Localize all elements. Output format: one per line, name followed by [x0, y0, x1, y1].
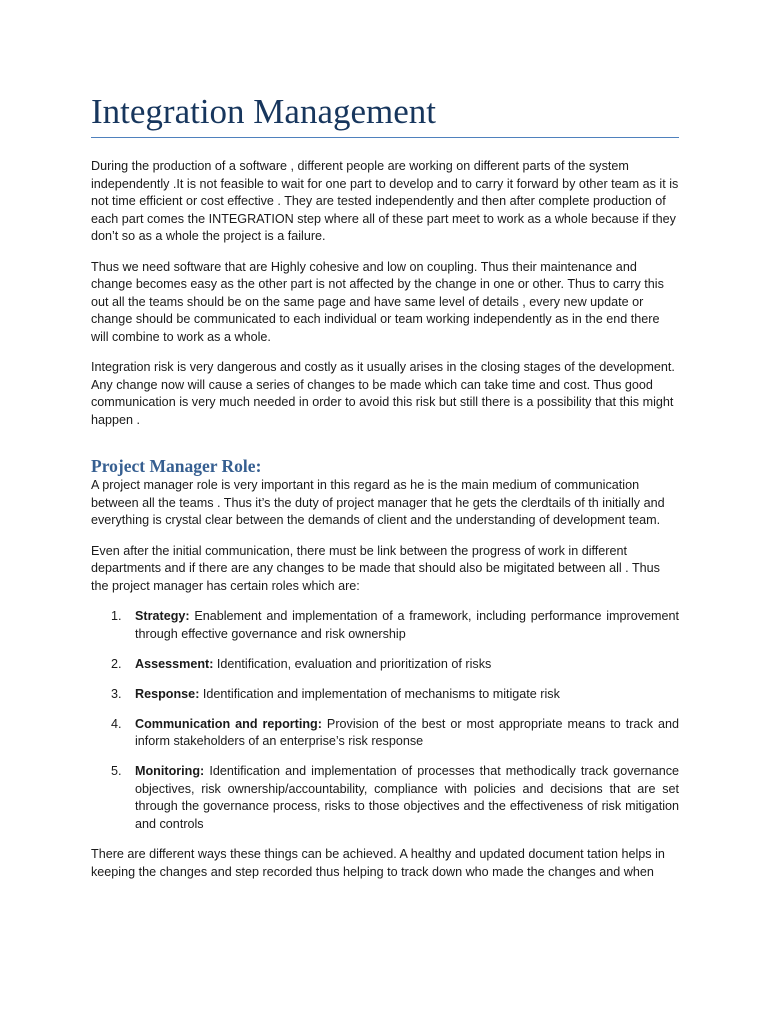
list-item: [91, 656, 679, 674]
paragraph-intro: During the production of a software , different people are working on different parts of the system independently .It is not feasible to wait for one part to develop and to carry it forward by other team as it is not time efficient or cost effective . They are tested independently and then after complete production of each part comes the INTEGRATION step where all of these part meet to work as a whole because if they don’t so as a whole the project is a failure.: [91, 159, 679, 243]
section-heading-project-manager-role: Project Manager Role:: [91, 456, 262, 476]
list-item-label: Strategy:: [135, 609, 190, 623]
list-item: [91, 716, 679, 751]
list-item-number: 1.: [111, 609, 122, 623]
list-item-label: Response:: [135, 686, 200, 701]
title-divider: [91, 137, 679, 138]
paragraph-cohesion: Thus we need software that are Highly cohesive and low on coupling. Thus their maintenance and change becomes easy as the other part is not affected by the change in one or other. Thus to carry this out all the teams should be on the same page and have same level of details , every new update or change should be communicated to each individual or team working independently as in the end there will combine to work as a whole.: [91, 259, 664, 344]
list-item-number: 4.: [111, 716, 122, 731]
list-item-label: Monitoring:: [135, 764, 205, 778]
page-title: Integration Management: [91, 92, 437, 131]
list-item-label: Assessment:: [135, 656, 214, 671]
paragraph-pm-communication: Even after the initial communication, there must be link between the progress of work in different departments and if there are any changes to be made that should also be migitated between all . Thus the project manager has certain roles which are:: [91, 543, 660, 593]
list-item-text: Identification and implementation of processes that methodically track governance objectives, risk ownership/accountability, compliance with policies and decisions that are set through the governance process, risks to those objectives and the effectiveness of risk mitigation and controls: [135, 764, 679, 831]
paragraph-pm-role: A project manager role is very important in this regard as he is the main medium of communication between all the teams . Thus it’s the duty of project manager that he gets the clerdtails of th initially and everything is crystal clear between the demands of client and the understanding of development team.: [91, 478, 665, 527]
list-item: [91, 763, 679, 833]
list-item-number: 3.: [111, 686, 122, 701]
list-item: [91, 608, 679, 643]
paragraph-documentation: There are different ways these things can be achieved. A healthy and updated document tation helps in keeping the changes and step recorded thus helping to track down who made the changes and when: [91, 847, 665, 879]
roles-list: [91, 608, 679, 833]
list-item-label: Communication and reporting:: [135, 716, 322, 731]
list-item: [91, 686, 679, 704]
list-item-text: Enablement and implementation of a framework, including performance improvement through effective governance and risk ownership: [135, 609, 679, 641]
document-body: [91, 158, 679, 881]
list-item-number: 2.: [111, 656, 122, 671]
list-item-text: Identification, evaluation and prioritization of risks: [213, 656, 492, 671]
list-item-number: 5.: [111, 764, 122, 778]
paragraph-integration-risk: Integration risk is very dangerous and costly as it usually arises in the closing stages of the development. Any change now will cause a series of changes to be made which can take time and cost. Thus good communication is very much needed in order to avoid this risk but still there is a possibility that this might happen .: [91, 360, 675, 427]
list-item-text: Identification and implementation of mechanisms to mitigate risk: [199, 686, 560, 701]
list-item-text: Provision of the best or most appropriate means to track and inform stakeholders of an enterprise’s risk response: [135, 716, 680, 748]
